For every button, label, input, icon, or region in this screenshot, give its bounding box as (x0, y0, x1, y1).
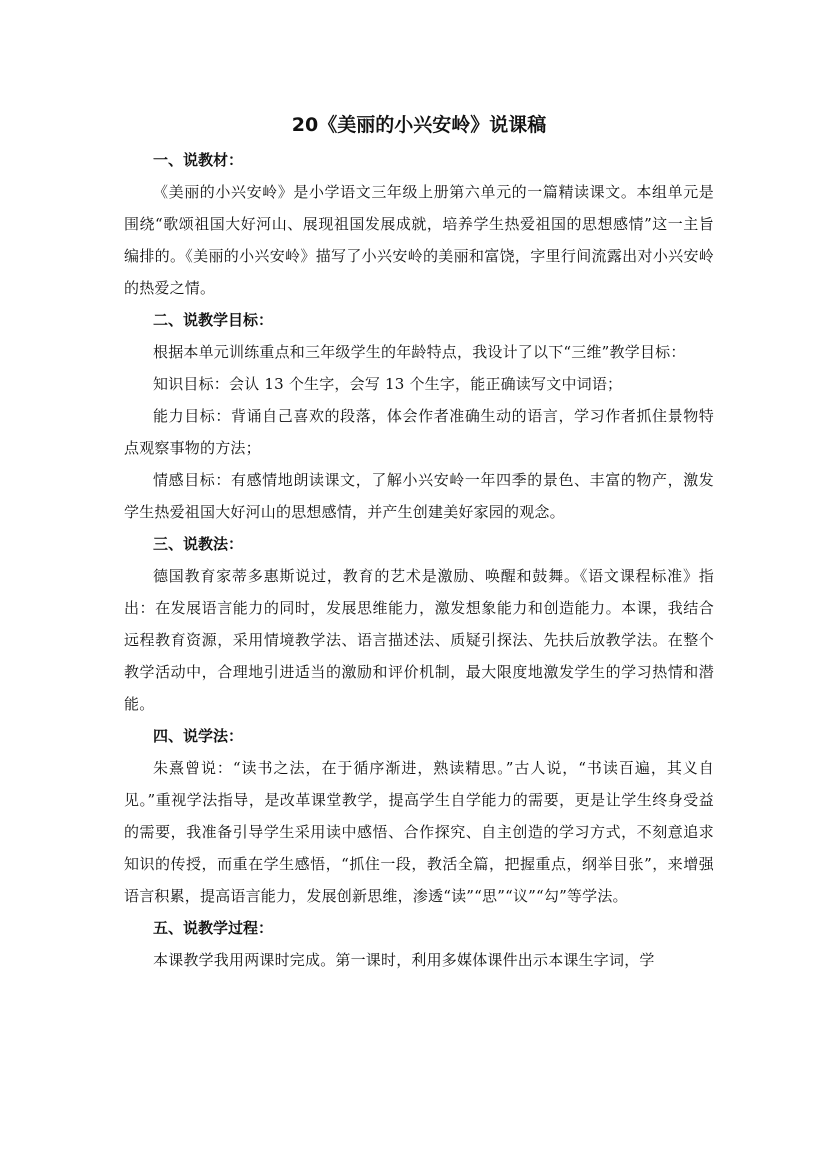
section-learning-method (124, 720, 714, 912)
section-heading: 三、说教法： (153, 535, 244, 553)
section-heading: 一、说教材： (153, 151, 244, 169)
section-teaching-method (124, 528, 714, 720)
paragraph: 根据本单元训练重点和三年级学生的年龄特点，我设计了以下“三维”教学目标： (153, 343, 686, 361)
section-heading: 二、说教学目标： (153, 311, 274, 329)
section-heading: 五、说教学过程： (153, 919, 274, 937)
section-teaching-process (124, 912, 714, 976)
paragraph-ability-goal: 能力目标：背诵自己喜欢的段落，体会作者准确生动的语言，学习作者抓住景物特点观察事物的方法； (124, 407, 714, 457)
paragraph: 朱熹曾说：“读书之法，在于循序渐进，熟读精思。”古人说，“书读百遍，其义自见。”重视学法指导，是改革课堂教学，提高学生自学能力的需要，更是让学生终身受益的需要，我准备引导学生采用读中感悟、合作探究、自主创造的学习方式，不刻意追求知识的传授，而重在学生感悟，“抓住一段，教活全篇，把握重点，纲举目张”，来增强语言积累，提高语言能力，发展创新思维，渗透“读”“思”“议”“勾”等学法。 (124, 759, 714, 905)
paragraph-emotion-goal: 情感目标：有感情地朗读课文，了解小兴安岭一年四季的景色、丰富的物产，激发学生热爱祖国大好河山的思想感情，并产生创建美好家园的观念。 (124, 471, 714, 521)
section-heading: 四、说学法： (153, 727, 244, 745)
section-textbook (124, 144, 714, 304)
document-title: 20《美丽的小兴安岭》说课稿 (291, 114, 547, 136)
document-page (124, 110, 714, 976)
paragraph: 《美丽的小兴安岭》是小学语文三年级上册第六单元的一篇精读课文。本组单元是围绕“歌颂祖国大好河山、展现祖国发展成就，培养学生热爱祖国的思想感情”这一主旨编排的。《美丽的小兴安岭》描写了小兴安岭的美丽和富饶，字里行间流露出对小兴安岭的热爱之情。 (124, 183, 714, 297)
paragraph: 本课教学我用两课时完成。第一课时，利用多媒体课件出示本课生字词，学 (153, 951, 655, 969)
paragraph: 德国教育家蒂多惠斯说过，教育的艺术是激励、唤醒和鼓舞。《语文课程标准》指出：在发展语言能力的同时，发展思维能力，激发想象能力和创造能力。本课，我结合远程教育资源，采用情境教学法、语言描述法、质疑引探法、先扶后放教学法。在整个教学活动中，合理地引进适当的激励和评价机制，最大限度地激发学生的学习热情和潜能。 (124, 567, 714, 713)
paragraph-knowledge-goal: 知识目标：会认 13 个生字，会写 13 个生字，能正确读写文中词语； (153, 375, 623, 393)
section-teaching-goals (124, 304, 714, 528)
